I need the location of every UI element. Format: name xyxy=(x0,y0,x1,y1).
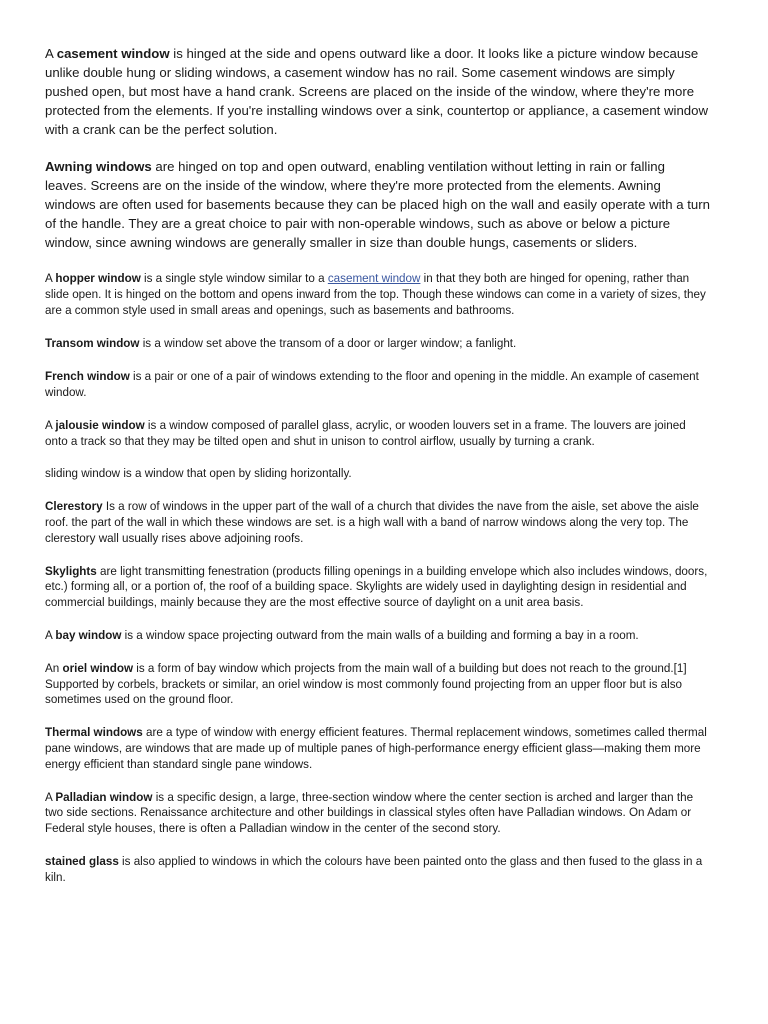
term-thermal-windows: Thermal windows xyxy=(45,725,143,740)
paragraph-text: is a specific design, a large, three-section window where the center section is arched and larger than the two side sections. Renaissance architecture and other buildings in classical styles often have Palladian windows. On Adam or Federal style houses, there is often a Palladian window in the center of the second story. xyxy=(45,789,694,836)
term-awning-windows: Awning windows xyxy=(45,159,152,174)
paragraph-lead: A xyxy=(45,417,56,432)
paragraph-jalousie-window xyxy=(45,418,710,450)
paragraph-thermal-windows xyxy=(45,725,710,772)
paragraph-text: is hinged at the side and opens outward like a door. It looks like a picture window because unlike double hung or sliding windows, a casement window has no rail. Some casement windows are simply pushed open, but most have a hand crank. Screens are placed on the inside of the window, where they're more protected from the elements. If you're installing windows over a sink, countertop or appliance, a casement window with a crank can be the perfect solution. xyxy=(45,46,708,137)
paragraph-bay-window xyxy=(45,628,710,644)
paragraph-text: is a window set above the transom of a door or larger window; a fanlight. xyxy=(139,336,517,351)
paragraph-lead: An xyxy=(45,660,63,675)
paragraph-text: is a form of bay window which projects from the main wall of a building but does not reach to the ground.[1] Supported by corbels, brackets or similar, an oriel window is most commonly found projecting from an upper floor but is also sometimes used on the ground floor. xyxy=(45,660,687,707)
casement-window-link[interactable]: casement window xyxy=(327,271,421,285)
paragraph-french-window xyxy=(45,369,710,401)
paragraph-text: in that they both are hinged for opening, rather than slide open. It is hinged on the bottom and opens inward from the top. Though these windows can come in a variety of sizes, they are a common style used in small areas and openings, such as basements and bathrooms. xyxy=(45,271,706,317)
paragraph-awning-windows xyxy=(45,157,710,252)
term-hopper-window: hopper window xyxy=(55,271,141,285)
paragraph-transom-window xyxy=(45,336,710,352)
paragraph-text: are light transmitting fenestration (products filling openings in a building envelope which also includes windows, doors, etc.) forming all, or a portion of, the roof of a building space. Skylights are widely used in daylighting design in residential and commercial buildings, mainly because they are the most effective source of daylight on a unit area basis. xyxy=(45,563,708,610)
term-oriel-window: oriel window xyxy=(62,660,134,675)
paragraph-text: Is a row of windows in the upper part of the wall of a church that divides the nave from the aisle, set above the aisle roof. the part of the wall in which these windows are set. is a high wall with a band of narrow windows along the very top. The clerestory wall usually rises above adjoining roofs. xyxy=(45,499,699,545)
term-skylights: Skylights xyxy=(45,563,97,578)
paragraph-lead: A xyxy=(45,271,56,285)
document-body xyxy=(45,44,710,886)
term-french-window: French window xyxy=(45,369,130,384)
term-palladian-window: Palladian window xyxy=(55,789,153,804)
term-bay-window: bay window xyxy=(55,627,122,642)
paragraph-lead: A xyxy=(45,627,56,642)
term-jalousie-window: jalousie window xyxy=(55,417,145,432)
paragraph-clerestory xyxy=(45,499,710,546)
term-stained-glass: stained glass xyxy=(45,853,119,868)
paragraph-lead: A xyxy=(45,46,57,61)
paragraph-skylights xyxy=(45,564,710,611)
term-casement-window: casement window xyxy=(56,46,170,61)
term-transom-window: Transom window xyxy=(45,336,140,351)
paragraph-text: is a single style window similar to a xyxy=(140,271,328,285)
paragraph-text: is a pair or one of a pair of windows extending to the floor and opening in the middle. An example of casement window. xyxy=(45,369,699,399)
paragraph-palladian-window xyxy=(45,790,710,837)
paragraph-lead: A xyxy=(45,789,56,804)
paragraph-stained-glass xyxy=(45,854,710,886)
paragraph-sliding-window xyxy=(45,466,710,482)
term-clerestory: Clerestory xyxy=(45,499,103,514)
paragraph-hopper-window xyxy=(45,271,710,318)
paragraph-text: is a window space projecting outward from the main walls of a building and forming a bay in a room. xyxy=(121,627,639,642)
paragraph-oriel-window xyxy=(45,661,710,708)
paragraph-text: is also applied to windows in which the colours have been painted onto the glass and then fused to the glass in a kiln. xyxy=(45,853,703,884)
paragraph-text: is a window composed of parallel glass, acrylic, or wooden louvers set in a frame. The louvers are joined onto a track so that they may be tilted open and shut in unison to control airflow, usually by turning a crank. xyxy=(45,417,686,448)
paragraph-text: sliding window is a window that open by sliding horizontally. xyxy=(45,466,352,481)
paragraph-text: are hinged on top and open outward, enabling ventilation without letting in rain or falling leaves. Screens are on the inside of the window, where they're more protected from the elements. Awning windows are often used for basements because they can be placed high on the wall and easily operate with a turn of the handle. They are a great choice to pair with non-operable windows, such as above or below a picture window, since awning windows are generally smaller in size than double hungs, casements or sliders. xyxy=(45,159,710,250)
paragraph-casement-window xyxy=(45,44,710,139)
paragraph-text: are a type of window with energy efficient features. Thermal replacement windows, sometimes called thermal pane windows, are windows that are made up of multiple panes of high-performance energy efficient glass—making them more energy efficient than standard single pane windows. xyxy=(45,725,707,771)
